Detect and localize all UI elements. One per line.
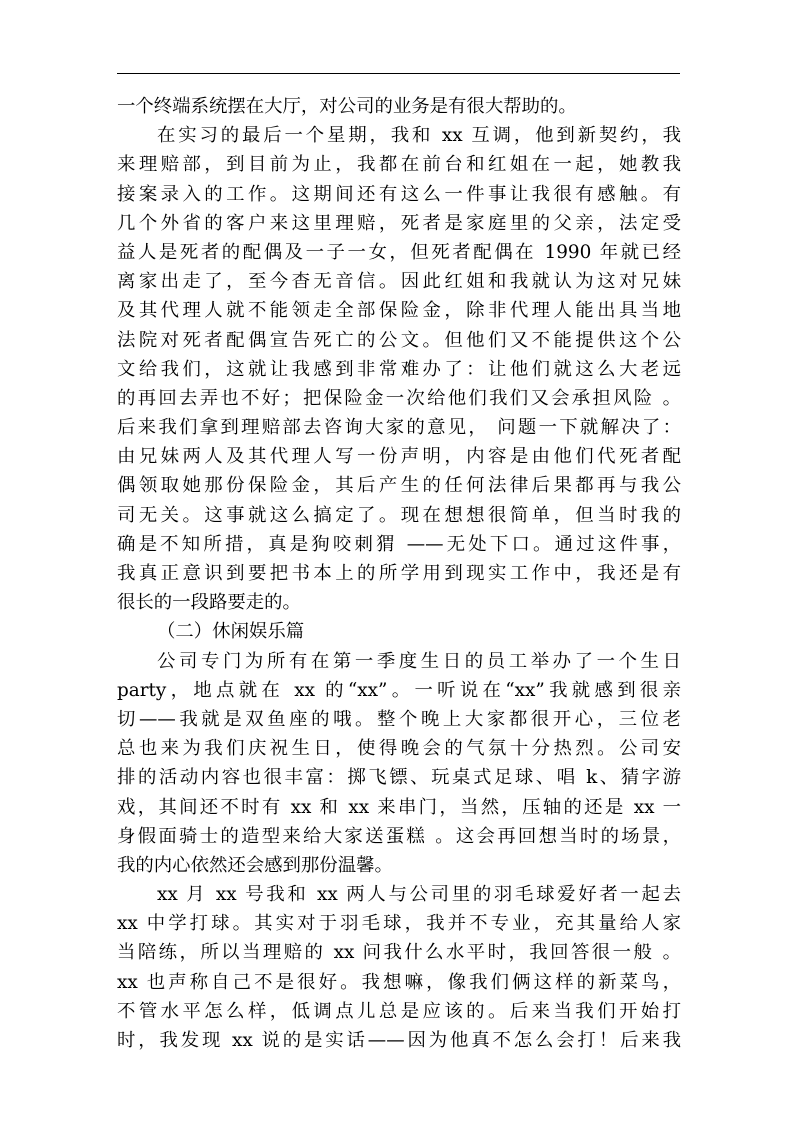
text-line: 来理赔部，到目前为止，我都在前台和红姐在一起，她教我: [117, 154, 681, 176]
text-line: 不管水平怎么样，低调点儿总是应该的。后来当我们开始打: [117, 1000, 681, 1022]
header-rule: [117, 73, 680, 74]
text-line: 法院对死者配偶宣告死亡的公文。但他们又不能提供这个公: [117, 329, 681, 351]
text-line: 接案录入的工作。这期间还有这么一件事让我很有感触。有: [117, 183, 681, 205]
document-body: [117, 92, 681, 1055]
text-line: xx 中学打球。其实对于羽毛球，我并不专业，充其量给人家: [117, 913, 681, 935]
text-line: xx 也声称自己不是很好。我想嘛，像我们俩这样的新菜鸟，: [117, 971, 681, 993]
text-line: 排的活动内容也很丰富：掷飞镖、玩桌式足球、唱 k、猜字游: [117, 767, 681, 789]
section-heading: （二）休闲娱乐篇: [157, 621, 305, 643]
text-line: 及其代理人就不能领走全部保险金，除非代理人能出具当地: [117, 300, 681, 322]
text-line: 司无关。这事就这么搞定了。现在想想很简单，但当时我的: [117, 504, 681, 526]
text-line: 文给我们，这就让我感到非常难办了：让他们就这么大老远: [117, 358, 681, 380]
text-line: 公司专门为所有在第一季度生日的员工举办了一个生日: [157, 650, 681, 672]
text-line: 时，我发现 xx 说的是实话——因为他真不怎么会打！后来我: [117, 1030, 681, 1051]
text-line: 后来我们拿到理赔部去咨询大家的意见， 问题一下就解决了：: [117, 417, 681, 439]
text-line: 确是不知所措，真是狗咬刺猬 ——无处下口。通过这件事，: [117, 533, 681, 555]
text-line: 一个终端系统摆在大厅，对公司的业务是有很大帮助的。: [117, 96, 577, 117]
text-line: 很长的一段路要走的。: [117, 592, 301, 614]
text-line: 当陪练，所以当理赔的 xx 问我什么水平时，我回答很一般 。: [117, 942, 681, 964]
text-line: 离家出走了，至今杳无音信。因此红姐和我就认为这对兄妹: [117, 271, 681, 293]
text-line: 的再回去弄也不好；把保险金一次给他们我们又会承担风险 。: [117, 387, 681, 409]
text-line: 身假面骑士的造型来给大家送蛋糕 。这会再回想当时的场景，: [117, 825, 681, 847]
text-line: 偶领取她那份保险金，其后产生的任何法律后果都再与我公: [117, 475, 681, 497]
text-line: 总也来为我们庆祝生日，使得晚会的气氛十分热烈。公司安: [117, 738, 681, 760]
text-line: 切——我就是双鱼座的哦。整个晚上大家都很开心，三位老: [117, 708, 681, 730]
text-line: 由兄妹两人及其代理人写一份声明，内容是由他们代死者配: [117, 446, 681, 468]
text-line: 在实习的最后一个星期，我和 xx 互调，他到新契约，我: [157, 125, 681, 147]
text-line: 益人是死者的配偶及一子一女，但死者配偶在 1990 年就已经: [117, 241, 681, 263]
text-line: xx 月 xx 号我和 xx 两人与公司里的羽毛球爱好者一起去: [157, 884, 681, 906]
text-line: 戏，其间还不时有 xx 和 xx 来串门，当然，压轴的还是 xx 一: [117, 796, 681, 818]
text-line: party，地点就在 xx 的“xx”。一听说在“xx”我就感到很亲: [117, 679, 681, 701]
text-line: 几个外省的客户来这里理赔，死者是家庭里的父亲，法定受: [117, 212, 681, 234]
text-line: 我的内心依然还会感到那份温馨。: [117, 854, 393, 876]
text-line: 我真正意识到要把书本上的所学用到现实工作中，我还是有: [117, 563, 681, 584]
